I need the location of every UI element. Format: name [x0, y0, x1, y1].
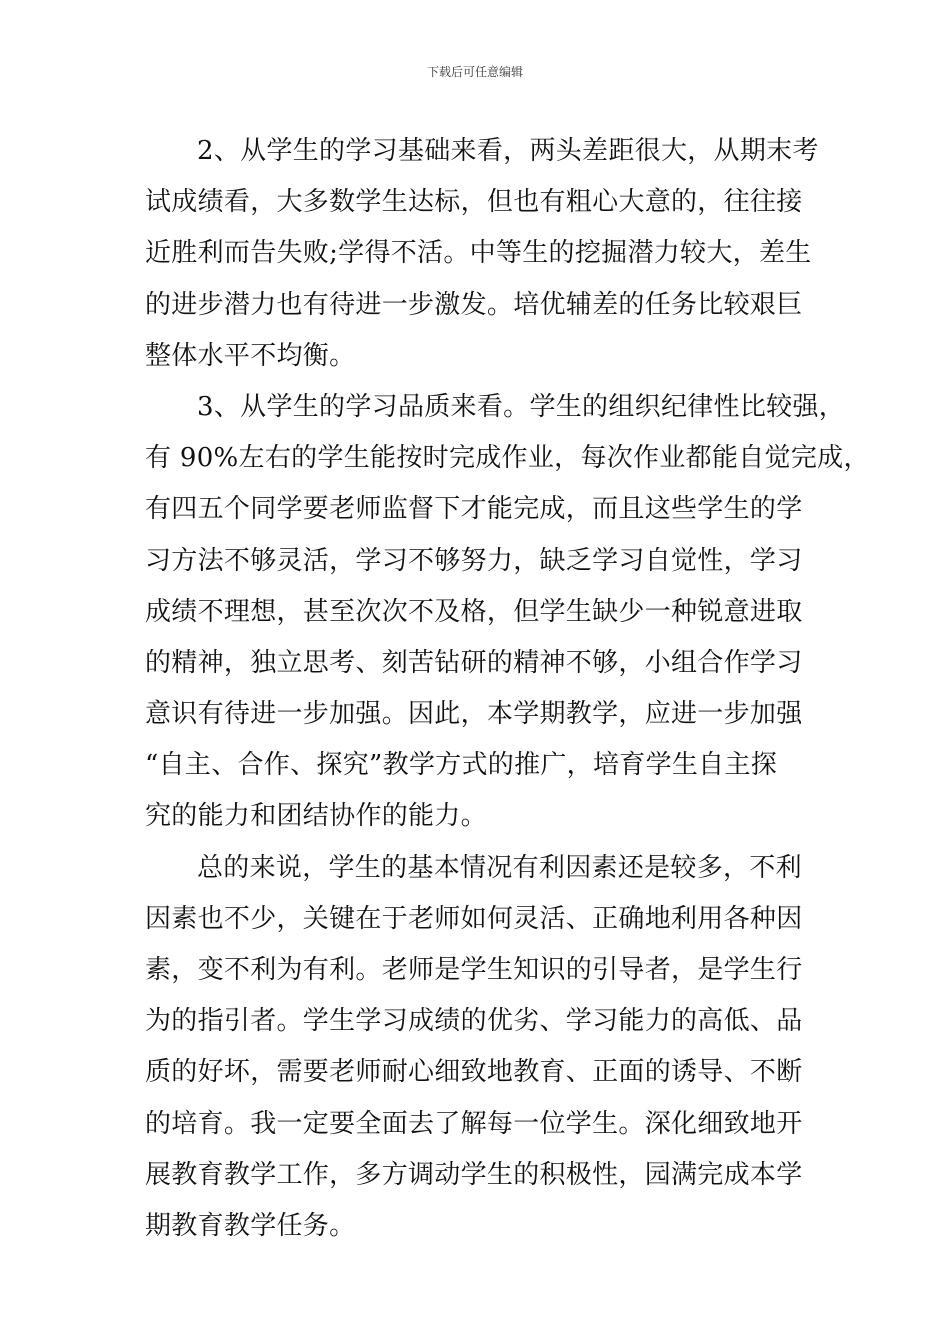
paragraph-3 [145, 843, 810, 1253]
text-line: 近胜利而告失败;学得不活。中等生的挖掘潜力较大，差生 [145, 238, 812, 269]
text-line: 3、从学生的学习品质来看。学生的组织纪律性比较强， [197, 391, 846, 422]
text-line: 成绩不理想，甚至次次不及格，但学生缺少一种锐意进取 [145, 596, 803, 627]
text-line: 意识有待进一步加强。因此，本学期教学，应进一步加强 [145, 699, 803, 730]
text-line: 质的好坏，需要老师耐心细致地教育、正面的诱导、不断 [145, 1057, 803, 1088]
text-line: 因素也不少，关键在于老师如何灵活、正确地利用各种因 [145, 903, 803, 934]
text-line: 2、从学生的学习基础来看，两头差距很大，从期末考 [197, 136, 819, 166]
text-line: 的培育。我一定要全面去了解每一位学生。深化细致地开 [145, 1108, 803, 1139]
text-line: 的进步潜力也有待进一步激发。培优辅差的任务比较艰巨 [145, 289, 803, 320]
text-line: 有四五个同学要老师监督下才能完成，而且这些学生的学 [145, 494, 803, 525]
document-body [145, 126, 870, 1252]
text-line: 素，变不利为有利。老师是学生知识的引导者，是学生行 [145, 955, 803, 985]
text-line: 总的来说，学生的基本情况有利因素还是较多，不利 [197, 852, 802, 883]
text-line: 展教育教学工作，多方调动学生的积极性，园满完成本学 [145, 1159, 803, 1190]
text-line: 期教育教学任务。 [145, 1210, 356, 1241]
text-line: 试成绩看，大多数学生达标，但也有粗心大意的，往往接 [145, 187, 803, 218]
text-line: 为的指引者。学生学习成绩的优劣、学习能力的高低、品 [145, 1006, 803, 1037]
text-line: “自主、合作、探究”教学方式的推广，培育学生自主探 [145, 750, 778, 781]
text-line: 的精神，独立思考、刻苦钻研的精神不够，小组合作学习 [145, 647, 803, 678]
text-line: 有 90%左右的学生能按时完成作业，每次作业都能自觉完成， [145, 443, 870, 474]
paragraph-2 [145, 382, 870, 843]
text-line: 究的能力和团结协作的能力。 [145, 801, 487, 832]
text-line: 习方法不够灵活，学习不够努力，缺乏学习自觉性，学习 [145, 545, 803, 576]
text-line: 整体水平不均衡。 [145, 340, 356, 371]
page-header: 下载后可任意编辑 [426, 65, 523, 79]
paragraph-1 [145, 126, 819, 382]
